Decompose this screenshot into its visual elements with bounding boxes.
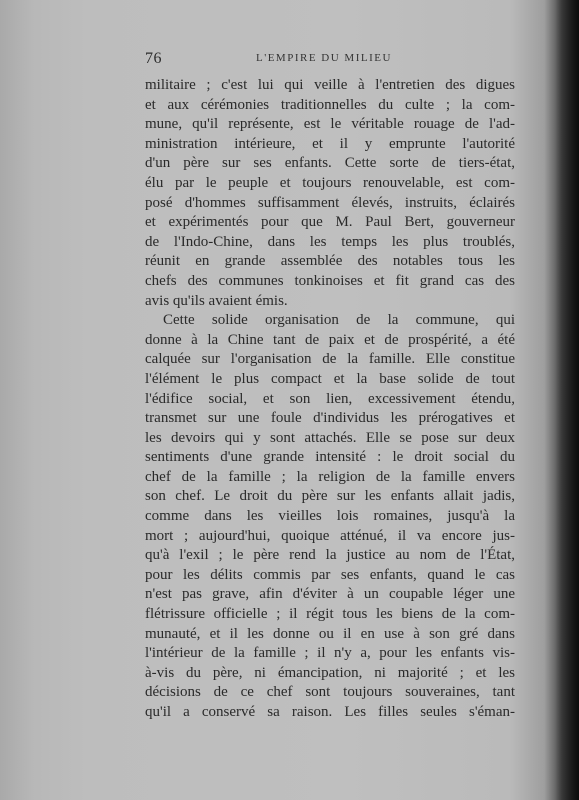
page-content — [145, 50, 515, 723]
text-line: mort ; aujourd'hui, quoique atténué, il va encore jus- — [145, 527, 515, 544]
running-title: L'EMPIRE DU MILIEU — [256, 52, 392, 64]
body-text — [145, 76, 515, 723]
text-line: pour les délits commis par ses enfants, quand le cas — [145, 566, 515, 583]
text-line: qu'à l'exil ; le père rend la justice au nom de l'État, — [145, 547, 515, 564]
text-line: et expérimentés pour que M. Paul Bert, gouverneur — [145, 214, 515, 231]
text-line: ministration intérieure, et il y emprunte l'autorité — [145, 135, 515, 152]
text-line: donne à la Chine tant de paix et de prospérité, a été — [145, 331, 515, 348]
text-line: militaire ; c'est lui qui veille à l'entretien des digues — [145, 77, 515, 93]
paragraph-1 — [145, 76, 515, 311]
text-line: de l'Indo-Chine, dans les temps les plus troublés, — [145, 233, 515, 250]
paragraph-2 — [145, 311, 515, 722]
text-line: l'édifice social, et son lien, excessivement étendu, — [145, 390, 515, 407]
text-line: à-vis du père, ni émancipation, ni majorité ; et les — [145, 664, 515, 681]
text-line: les devoirs qui y sont attachés. Elle se pose sur deux — [145, 429, 515, 446]
text-line: munauté, et il les donne ou il en use à son gré dans — [145, 625, 515, 642]
text-line: posé d'hommes suffisamment élevés, instruits, éclairés — [145, 194, 515, 211]
page-number: 76 — [145, 50, 162, 67]
text-line: chef de la famille ; la religion de la famille envers — [145, 468, 515, 485]
text-line: l'intérieur de la famille ; il n'y a, pour les enfants vis- — [145, 645, 515, 662]
text-line: décisions de ce chef sont toujours souveraines, tant — [145, 684, 515, 701]
text-line: d'un père sur ses enfants. Cette sorte de tiers-état, — [145, 155, 515, 172]
text-line: et aux cérémonies traditionnelles du culte ; la com- — [145, 96, 515, 113]
text-line: avis qu'ils avaient émis. — [145, 292, 288, 309]
text-line: transmet sur une foule d'individus les prérogatives et — [145, 410, 515, 427]
text-line: mune, qu'il représente, est le véritable rouage de l'ad- — [145, 116, 515, 133]
running-header — [145, 50, 515, 72]
text-line: calquée sur l'organisation de la famille. Elle constitue — [145, 351, 515, 368]
text-line: Cette solide organisation de la commune, qui — [163, 312, 515, 329]
text-line: l'élément le plus compact et la base solide de tout — [145, 370, 515, 387]
text-line: sentiments d'une grande intensité : le droit social du — [145, 449, 515, 466]
text-line: réunit en grande assemblée des notables tous les — [145, 253, 515, 270]
text-line: élu par le peuple et toujours renouvelable, est com- — [145, 174, 515, 191]
book-binding-shadow — [555, 0, 579, 800]
text-line: comme dans les vieilles lois romaines, jusqu'à la — [145, 508, 515, 525]
text-line: chefs des communes tonkinoises et fit grand cas des — [145, 272, 515, 289]
text-line: n'est pas grave, afin d'éviter à un coupable léger une — [145, 586, 515, 603]
text-line: flétrissure officielle ; il régit tous les biens de la com- — [145, 606, 515, 623]
text-line: son chef. Le droit du père sur les enfants allait jadis, — [145, 488, 515, 505]
text-line: qu'il a conservé sa raison. Les filles seules s'éman- — [145, 704, 515, 720]
